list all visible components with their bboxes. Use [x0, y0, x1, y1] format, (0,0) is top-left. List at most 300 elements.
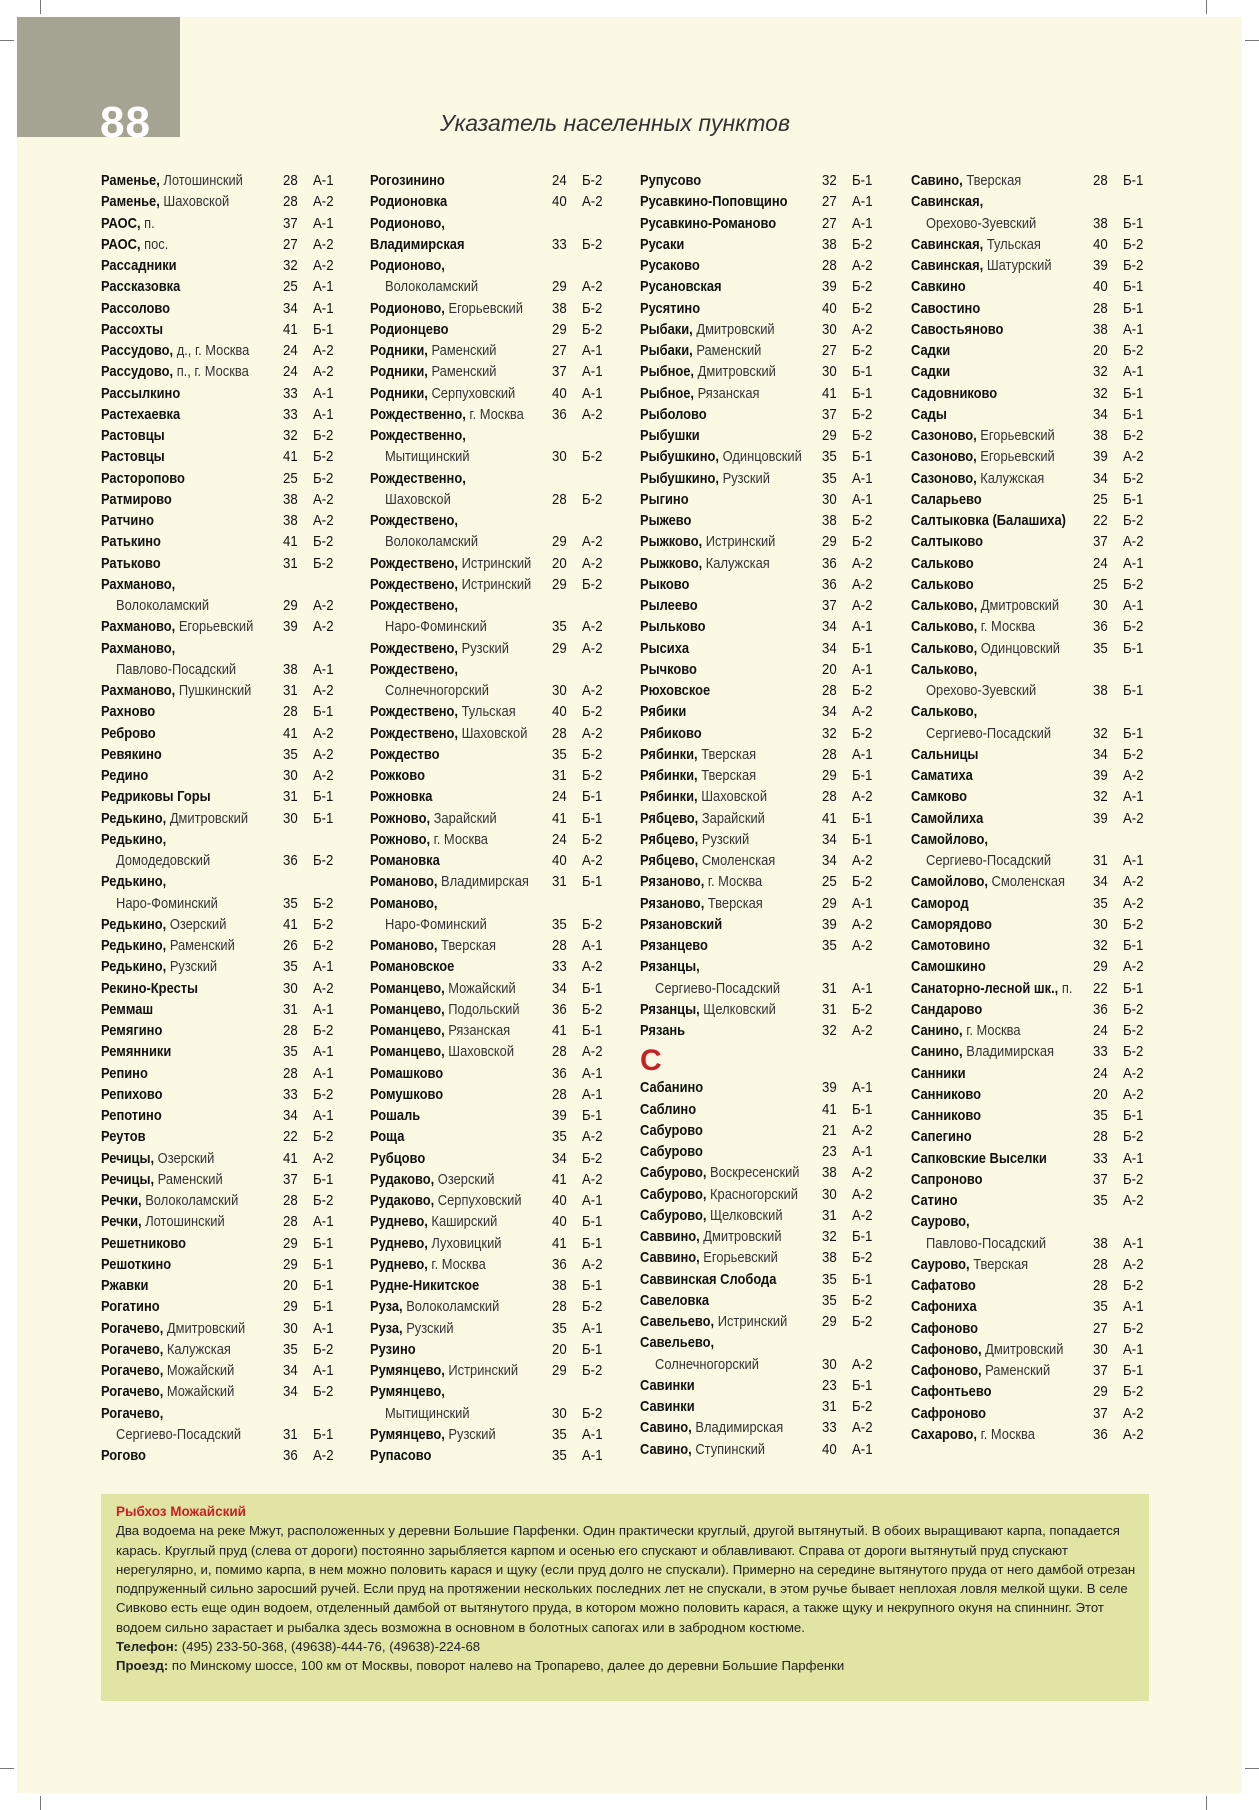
map-square: Б-2 — [582, 172, 603, 189]
entry-name — [116, 595, 209, 616]
map-square: Б-2 — [1123, 512, 1144, 529]
map-page: 38 — [283, 512, 298, 529]
map-square: Б-2 — [582, 299, 603, 317]
place-name: Рудаково, — [370, 1192, 435, 1209]
district-name: Тульская — [986, 235, 1041, 253]
map-page: 29 — [552, 1362, 567, 1379]
entry-name — [370, 595, 458, 616]
district-name: Рузский — [406, 1319, 454, 1337]
index-entry — [911, 531, 1151, 552]
place-name: Румянцево, — [370, 1362, 445, 1379]
entry-name — [101, 1211, 225, 1232]
map-square: Б-2 — [1123, 1319, 1144, 1337]
entry-name — [911, 1148, 1047, 1169]
entry-name — [101, 213, 155, 234]
entry-name — [911, 659, 977, 680]
entry-name — [101, 935, 235, 956]
map-square: А-2 — [313, 745, 334, 763]
map-square: Б-2 — [1123, 427, 1144, 444]
page-number: 88 — [100, 98, 151, 147]
map-page: 35 — [1093, 1107, 1108, 1124]
index-entry — [911, 489, 1151, 510]
place-name: Сафатово — [911, 1277, 976, 1294]
district-name: Солнечногорский — [655, 1355, 759, 1373]
place-name: Сабурово — [640, 1143, 703, 1160]
place-name: Романово, — [370, 937, 438, 954]
map-page: 40 — [552, 703, 567, 721]
info-phone-line — [116, 1637, 1141, 1656]
map-page: 35 — [283, 1340, 298, 1358]
map-page: 24 — [1093, 1064, 1108, 1082]
index-entry — [911, 616, 1151, 637]
entry-name — [370, 1445, 431, 1466]
entry-name — [101, 829, 166, 850]
place-name: Рыбное, — [640, 384, 695, 402]
entry-name — [370, 808, 497, 829]
map-page: 20 — [822, 660, 837, 678]
map-page: 30 — [283, 1319, 298, 1337]
entry-name — [926, 723, 1051, 744]
map-square: Б-1 — [313, 1425, 334, 1443]
map-page: 25 — [1093, 575, 1108, 593]
district-name: Сергиево-Посадский — [116, 1425, 242, 1443]
index-entry — [101, 1360, 341, 1381]
district-name: Наро-Фоминский — [385, 618, 487, 636]
map-square: А-2 — [582, 1043, 603, 1061]
district-name: Можайский — [166, 1383, 235, 1401]
index-entry — [911, 786, 1151, 807]
index-entry — [640, 893, 880, 914]
map-square: А-2 — [1123, 1192, 1144, 1209]
entry-name — [385, 914, 487, 935]
phone-value: (495) 233-50-368, (49638)-444-76, (49638)-224-68 — [181, 1639, 481, 1655]
map-square: А-1 — [313, 1213, 334, 1231]
place-name: Самошкино — [911, 958, 986, 976]
place-name: Савинская, — [911, 235, 984, 253]
entry-name — [911, 893, 969, 914]
entry-name — [911, 786, 967, 807]
entry-name — [911, 829, 988, 850]
entry-name — [385, 616, 487, 637]
district-name: Тверская — [441, 937, 496, 954]
index-entry-continuation — [640, 1354, 880, 1375]
map-page: 28 — [1093, 172, 1108, 189]
place-name: Растовцы — [101, 427, 165, 444]
district-name: Одинцовский — [980, 639, 1060, 657]
place-name: Роща — [370, 1128, 405, 1146]
place-name: Рычково — [640, 660, 697, 678]
map-square: Б-2 — [852, 1249, 873, 1267]
map-page: 30 — [822, 320, 837, 338]
map-page: 28 — [1093, 299, 1108, 317]
district-name: Мытищинский — [385, 448, 470, 466]
entry-name — [911, 765, 973, 786]
map-square: Б-1 — [582, 809, 603, 827]
index-entry — [640, 1141, 880, 1162]
map-page: 36 — [822, 575, 837, 593]
place-name: Саввино, — [640, 1249, 700, 1267]
map-square: Б-2 — [852, 724, 873, 742]
place-name: Родники, — [370, 363, 428, 381]
map-square: Б-1 — [1123, 405, 1144, 423]
crop-mark — [40, 0, 41, 14]
info-box — [101, 1494, 1149, 1701]
place-name: Ратьково — [101, 554, 161, 572]
place-name: Сазоново, — [911, 427, 977, 444]
entry-name — [640, 340, 761, 361]
index-entry — [370, 808, 610, 829]
place-name: Реброво — [101, 724, 156, 742]
place-name: Рыбаки, — [640, 342, 693, 359]
entry-name — [370, 510, 458, 531]
map-square: Б-1 — [313, 1298, 334, 1316]
index-entry — [640, 276, 880, 297]
map-page: 34 — [283, 1107, 298, 1124]
map-page: 30 — [552, 448, 567, 466]
district-name: п. — [144, 214, 155, 232]
place-name: Сальково — [911, 575, 974, 593]
map-page: 34 — [1093, 873, 1108, 891]
place-name: Ромашково — [370, 1064, 444, 1082]
index-entry — [370, 255, 610, 276]
index-entry — [101, 191, 341, 212]
index-entry — [911, 510, 1151, 531]
index-column-3 — [640, 170, 880, 1460]
place-name: Расторопово — [101, 469, 185, 487]
index-entry — [640, 255, 880, 276]
district-name: Раменский — [431, 342, 497, 359]
map-square: А-1 — [313, 405, 334, 423]
entry-name — [640, 659, 697, 680]
index-entry — [640, 871, 880, 892]
map-page: 28 — [552, 490, 567, 508]
index-entry — [911, 234, 1151, 255]
district-name: Егорьевский — [448, 299, 523, 317]
entry-name — [640, 170, 701, 191]
map-square: Б-1 — [582, 788, 603, 806]
index-entry-continuation — [911, 1233, 1151, 1254]
entry-name — [101, 1403, 163, 1424]
entry-name — [640, 744, 756, 765]
map-square: Б-1 — [852, 639, 873, 657]
map-page: 36 — [822, 554, 837, 572]
index-entry — [911, 574, 1151, 595]
entry-name — [640, 1020, 685, 1041]
index-entry — [640, 1099, 880, 1120]
entry-name — [370, 1360, 518, 1381]
entry-name — [101, 680, 251, 701]
entry-name — [370, 893, 437, 914]
map-page: 25 — [283, 278, 298, 296]
map-page: 29 — [822, 767, 837, 784]
index-entry — [101, 1254, 341, 1275]
place-name: Рекино-Кресты — [101, 979, 199, 997]
index-entry — [101, 319, 341, 340]
place-name: Сатино — [911, 1192, 958, 1209]
entry-name — [370, 255, 445, 276]
district-name: Лотошинский — [145, 1213, 225, 1231]
map-page: 34 — [283, 299, 298, 317]
map-square: А-2 — [852, 915, 873, 933]
map-square: Б-2 — [1123, 618, 1144, 636]
map-page: 41 — [552, 1022, 567, 1039]
entry-name — [911, 1041, 1054, 1062]
index-entry — [101, 1445, 341, 1466]
map-page: 29 — [283, 1234, 298, 1252]
district-name: Раменский — [431, 363, 497, 381]
map-page: 41 — [283, 533, 298, 551]
district-name: г. Москва — [469, 405, 524, 423]
place-name: Самотовино — [911, 937, 991, 954]
index-entry — [101, 765, 341, 786]
place-name: Редькино, — [101, 958, 167, 976]
map-square: А-1 — [852, 490, 873, 508]
map-square: Б-2 — [852, 235, 873, 253]
district-name: Дмитровский — [696, 320, 775, 338]
place-name: Саввино, — [640, 1228, 700, 1245]
map-square: Б-2 — [313, 1085, 334, 1103]
district-name: Шатурский — [986, 257, 1052, 274]
place-name: Сафоново, — [911, 1362, 982, 1379]
map-page: 30 — [552, 1404, 567, 1422]
index-entry — [911, 1169, 1151, 1190]
map-square: А-2 — [852, 1419, 873, 1437]
index-entry — [101, 1126, 341, 1147]
entry-name — [640, 1332, 714, 1353]
place-name: Рождествено, — [370, 597, 459, 614]
map-square: А-2 — [313, 1149, 334, 1167]
place-name: Саблино — [640, 1100, 697, 1118]
index-entry — [370, 1296, 610, 1317]
index-entry — [101, 170, 341, 191]
map-page: 37 — [283, 214, 298, 232]
index-entry — [370, 170, 610, 191]
district-name: Шаховской — [448, 1043, 515, 1061]
index-entry — [101, 786, 341, 807]
entry-name — [640, 298, 700, 319]
map-page: 35 — [822, 448, 837, 466]
entry-name — [911, 978, 1072, 999]
map-page: 40 — [1093, 235, 1108, 253]
map-page: 31 — [283, 682, 298, 699]
map-page: 29 — [283, 1255, 298, 1273]
index-entry — [640, 1184, 880, 1205]
place-name: Рассказовка — [101, 278, 181, 296]
entry-name — [640, 1375, 695, 1396]
index-entry-continuation — [101, 1424, 341, 1445]
index-entry — [101, 723, 341, 744]
entry-name — [101, 340, 249, 361]
map-page: 33 — [283, 405, 298, 423]
entry-name — [911, 468, 1044, 489]
map-page: 35 — [552, 915, 567, 933]
map-square: А-1 — [313, 214, 334, 232]
entry-name — [640, 850, 775, 871]
index-entry — [370, 1169, 610, 1190]
place-name: Романово, — [370, 873, 438, 891]
index-entry — [640, 574, 880, 595]
page-header-title: Указатель населенных пунктов — [440, 110, 790, 136]
index-column-2 — [370, 170, 610, 1466]
place-name: Рожновка — [370, 788, 433, 806]
place-name: Речицы, — [101, 1170, 155, 1188]
district-name: п., г. Москва — [176, 363, 249, 381]
map-square: А-1 — [313, 172, 334, 189]
entry-name — [640, 935, 708, 956]
map-square: Б-2 — [313, 1192, 334, 1209]
place-name: Рождественно, — [370, 427, 466, 444]
index-entry — [640, 510, 880, 531]
map-page: 29 — [822, 894, 837, 912]
index-entry — [101, 1084, 341, 1105]
map-square: А-1 — [1123, 788, 1144, 806]
map-square: Б-2 — [582, 1404, 603, 1422]
place-name: Рождествено, — [370, 660, 459, 678]
index-entry — [911, 170, 1151, 191]
place-name: Романово, — [370, 894, 438, 912]
district-name: Истринский — [717, 1313, 788, 1330]
index-entry — [640, 744, 880, 765]
entry-name — [911, 956, 986, 977]
district-name: Зарайский — [433, 809, 497, 827]
entry-name — [101, 255, 177, 276]
map-square: А-1 — [313, 1064, 334, 1082]
place-name: Савинская, — [911, 193, 984, 211]
index-entry — [640, 170, 880, 191]
place-name: Русановская — [640, 278, 722, 296]
place-name: Романовка — [370, 852, 440, 869]
map-square: Б-2 — [313, 937, 334, 954]
map-square: А-1 — [313, 1107, 334, 1124]
map-square: А-1 — [1123, 1234, 1144, 1252]
entry-name — [911, 489, 982, 510]
index-entry — [370, 999, 610, 1020]
phone-label: Телефон: — [116, 1639, 179, 1655]
map-square: Б-2 — [313, 469, 334, 487]
map-square: Б-1 — [313, 703, 334, 721]
map-square: А-2 — [852, 1355, 873, 1373]
place-name: Рождествено, — [370, 639, 459, 657]
place-name: Реутов — [101, 1128, 146, 1146]
index-entry — [640, 340, 880, 361]
index-entry — [370, 871, 610, 892]
place-name: Раменье, — [101, 193, 160, 211]
map-square: Б-2 — [852, 873, 873, 891]
map-page: 40 — [552, 384, 567, 402]
place-name: Речки, — [101, 1192, 142, 1209]
index-entry — [911, 744, 1151, 765]
entry-name — [370, 978, 516, 999]
map-square: Б-2 — [313, 852, 334, 869]
entry-name — [640, 425, 700, 446]
index-entry — [911, 468, 1151, 489]
entry-name — [911, 191, 983, 212]
info-body: Два водоема на реке Мжут, расположенных у деревни Большие Парфенки. Один практически круглый, другой вытянутый. В обоих выращивают карпа, попадается карась. Круглый пруд (слева от дороги) постоянно зарыбляется карпом и осенью его спускают и облавливают. Справа от дороги вытянутый пруд спускают нерегулярно, и, помимо карпа, в нем можно половить карася и щуку (если пруд долго не спускали). Примерно на середине вытянутого пруда от него дамбой отрезан подпруженный сильно заросший ручей. Если пруд на протяжении нескольких последних лет не спускали, в этом ручье бывает неплохая ловля мелкой щуки. В селе Сивково есть еще один водоем, отделенный дамбой от вытянутого пруда, в котором можно половить карася, а также щуку и некрупного окуня на спиннинг. Этот водоем сильно зарастает и рыбалка здесь возможна в основном в болотных сапогах или в забродном костюме. — [116, 1523, 1136, 1635]
district-name: г. Москва — [980, 1425, 1035, 1443]
map-square: Б-2 — [852, 682, 873, 699]
map-page: 41 — [283, 724, 298, 742]
district-name: Истринский — [461, 554, 532, 572]
entry-name — [640, 489, 689, 510]
index-entry — [370, 574, 610, 595]
index-entry — [911, 999, 1151, 1020]
place-name: Савино, — [640, 1419, 692, 1437]
index-entry — [911, 935, 1151, 956]
place-name: Ратмирово — [101, 490, 172, 508]
map-square: А-1 — [852, 193, 873, 211]
place-name: Салтыковка (Балашиха) — [911, 512, 1066, 529]
index-entry — [640, 1077, 880, 1098]
map-page: 35 — [1093, 1192, 1108, 1209]
map-square: А-1 — [1123, 1298, 1144, 1316]
place-name: Руднево, — [370, 1234, 428, 1252]
map-square: Б-2 — [1123, 915, 1144, 933]
map-page: 32 — [283, 257, 298, 274]
map-page: 32 — [1093, 788, 1108, 806]
district-name: Раменский — [157, 1170, 223, 1188]
place-name: Сафоново, — [911, 1340, 982, 1358]
index-entry — [101, 446, 341, 467]
district-name: Владимирская — [695, 1419, 784, 1437]
district-name: Солнечногорский — [385, 682, 489, 699]
district-name: г. Москва — [707, 873, 763, 891]
index-entry — [640, 956, 880, 977]
map-page: 27 — [822, 193, 837, 211]
map-square: А-1 — [313, 958, 334, 976]
district-name: Щелковский — [710, 1206, 783, 1224]
place-name: Рассудово, — [101, 363, 174, 381]
map-square: Б-1 — [852, 384, 873, 402]
place-name: Саурово, — [911, 1213, 970, 1231]
place-name: Салтыково — [911, 533, 983, 551]
map-square: Б-2 — [852, 1398, 873, 1415]
index-entry-continuation — [101, 850, 341, 871]
place-name: Репихово — [101, 1085, 163, 1103]
entry-name — [911, 510, 1066, 531]
entry-name — [370, 1148, 425, 1169]
place-name: РАОС, — [101, 235, 141, 253]
entry-name — [370, 1275, 479, 1296]
index-entry-continuation — [370, 276, 610, 297]
map-page: 35 — [283, 894, 298, 912]
entry-name — [370, 1063, 443, 1084]
entry-name — [101, 1360, 234, 1381]
place-name: Рошаль — [370, 1107, 421, 1124]
index-entry — [101, 276, 341, 297]
map-page: 28 — [552, 1298, 567, 1316]
place-name: Савостино — [911, 299, 981, 317]
index-entry — [370, 191, 610, 212]
map-page: 35 — [283, 1043, 298, 1061]
district-name: Серпуховский — [431, 384, 516, 402]
index-entry — [370, 553, 610, 574]
map-page: 28 — [283, 172, 298, 189]
entry-name — [101, 170, 243, 191]
entry-name — [101, 298, 170, 319]
place-name: Рыжево — [640, 512, 692, 529]
index-entry — [640, 1269, 880, 1290]
entry-name — [101, 701, 155, 722]
section-letter: С — [640, 1044, 662, 1078]
district-name: Лотошинский — [163, 172, 243, 189]
route-label: Проезд: — [116, 1658, 169, 1674]
district-name: Можайский — [166, 1362, 235, 1379]
map-square: Б-2 — [313, 1128, 334, 1146]
place-name: Родионово, — [370, 214, 445, 232]
place-name: Рогачево, — [101, 1319, 164, 1337]
map-square: А-1 — [582, 1192, 603, 1209]
place-name: Рассохты — [101, 320, 164, 338]
